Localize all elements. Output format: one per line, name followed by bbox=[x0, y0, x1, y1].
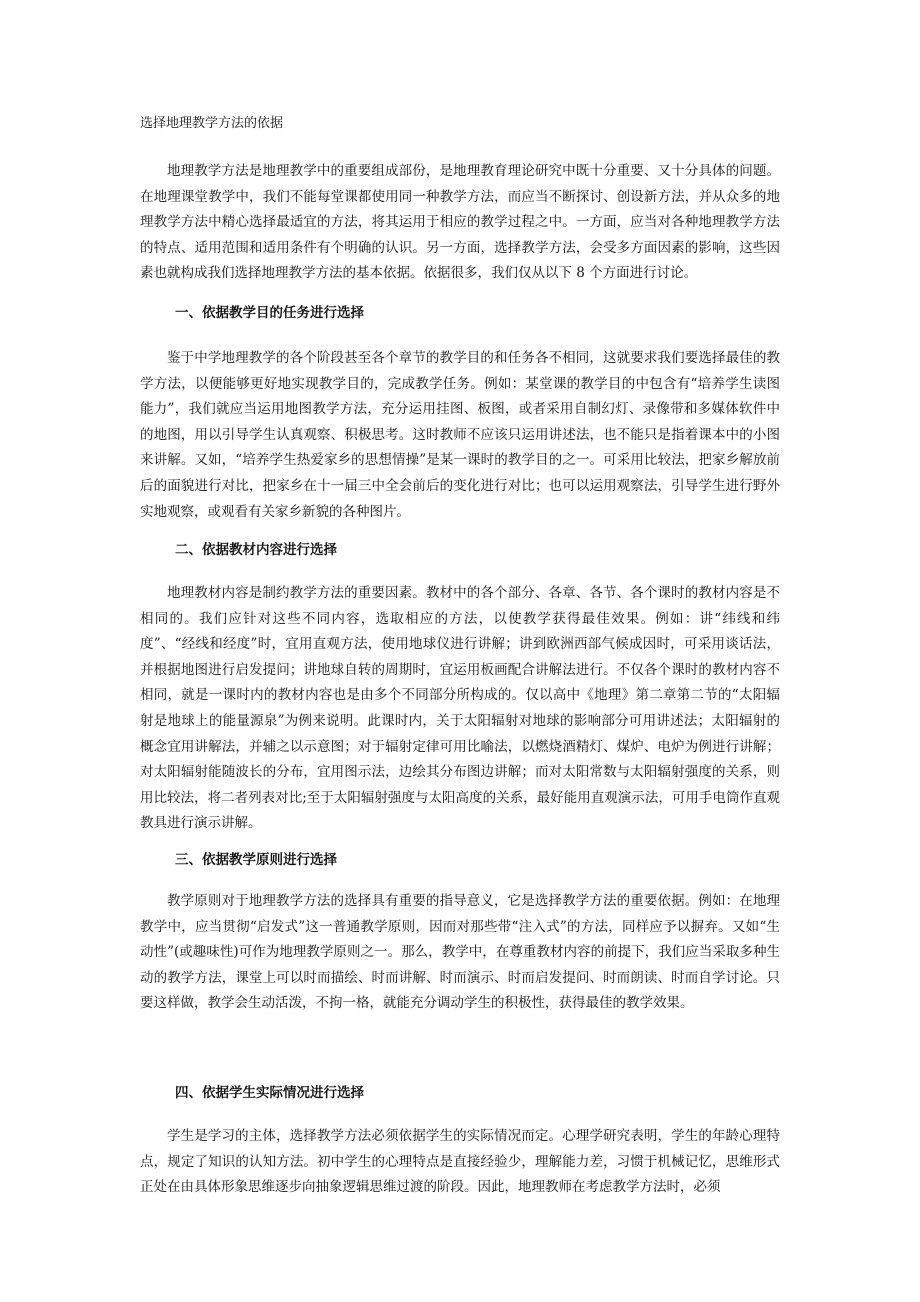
section-heading-4: 四、依据学生实际情况进行选择 bbox=[175, 1085, 364, 1101]
section-body-1: 鉴于中学地理教学的各个阶段甚至各个章节的教学目的和任务各不相同，这就要求我们要选择最佳的教学方法，以便能够更好地实现教学目的，完成教学任务。例如：某堂课的教学目的中包含有“培养学生读图能力”，我们就应当运用地图教学方法，充分运用挂图、板图，或者采用自制幻灯、录像带和多媒体软件中的地图，用以引导学生认真观察、积极思考。这时教师不应该只运用讲述法，也不能只是指着课本中的小图来讲解。又如，“培养学生热爱家乡的思想情操”是某一课时的教学目的之一。可采用比较法，把家乡解放前后的面貌进行对比，把家乡在十一届三中全会前后的变化进行对比；也可以运用观察法，引导学生进行野外实地观察，或观看有关家乡新貌的各种图片。 bbox=[140, 350, 780, 520]
section-heading-1: 一、依据教学目的任务进行选择 bbox=[175, 305, 364, 321]
intro-paragraph: 地理教学方法是地理教学中的重要组成部份，是地理教育理论研究中既十分重要、又十分具体的问题。在地理课堂教学中，我们不能每堂课都使用同一种教学方法，而应当不断探讨、创设新方法，并从众多的地理教学方法中精心选择最适宜的方法，将其运用于相应的教学过程之中。一方面，应当对各种地理教学方法的特点、适用范围和适用条件有个明确的认识。另一方面，选择教学方法，会受多方面因素的影响，这些因素也就构成我们选择地理教学方法的基本依据。依据很多，我们仅从以下 8 个方面进行讨论。 bbox=[140, 163, 780, 282]
section-body-4: 学生是学习的主体，选择教学方法必须依据学生的实际情况而定。心理学研究表明，学生的年龄心理特点，规定了知识的认知方法。初中学生的心理特点是直接经验少，理解能力差，习惯于机械记忆，思维形式正处在由具体形象思维逐步向抽象逻辑思维过渡的阶段。因此，地理教师在考虑教学方法时，必须 bbox=[140, 1128, 780, 1196]
section-body-3: 教学原则对于地理教学方法的选择具有重要的指导意义，它是选择教学方法的重要依据。例如：在地理教学中，应当贯彻“启发式”这一普通教学原则，因而对那些带“注入式”的方法，同样应予以摒弃。又如“生动性”(或趣味性)可作为地理教学原则之一。那么，教学中，在尊重教材内容的前提下，我们应当采取多种生动的教学方法，课堂上可以时而描绘、时而讲解、时而演示、时而启发提问、时而朗读、时而自学讨论。只要这样做，教学会生动活泼，不拘一格，就能充分调动学生的积极性，获得最佳的教学效果。 bbox=[140, 893, 780, 1012]
section-body-2: 地理教材内容是制约教学方法的重要因素。教材中的各个部分、各章、各节、各个课时的教材内容是不相同的。我们应针对这些不同内容，选取相应的方法，以使教学获得最佳效果。例如：讲“纬线和纬度”、“经线和经度”时，宜用直观方法，使用地球仪进行讲解；讲到欧洲西部气候成因时，可采用谈话法，并根据地图进行启发提问；讲地球自转的周期时，宜运用板画配合讲解法进行。不仅各个课时的教材内容不相同，就是一课时内的教材内容也是由多个不同部分所构成的。仅以高中《地理》第二章第二节的“太阳辐射是地球上的能量源泉”为例来说明。此课时内，关于太阳辐射对地球的影响部分可用讲述法；太阳辐射的概念宜用讲解法，并辅之以示意图；对于辐射定律可用比喻法，以燃烧酒精灯、煤炉、电炉为例进行讲解；对太阳辐射能随波长的分布，宜用图示法，边绘其分布图边讲解；而对太阳常数与太阳辐射强度的关系，则用比较法，将二者列表对比;至于太阳辐射强度与太阳高度的关系，最好能用直观演示法，可用手电筒作直观教具进行演示讲解。 bbox=[140, 585, 780, 832]
section-heading-3: 三、依据教学原则进行选择 bbox=[175, 852, 337, 868]
document-title: 选择地理教学方法的依据 bbox=[140, 116, 284, 131]
section-heading-2: 二、依据教材内容进行选择 bbox=[175, 542, 337, 558]
